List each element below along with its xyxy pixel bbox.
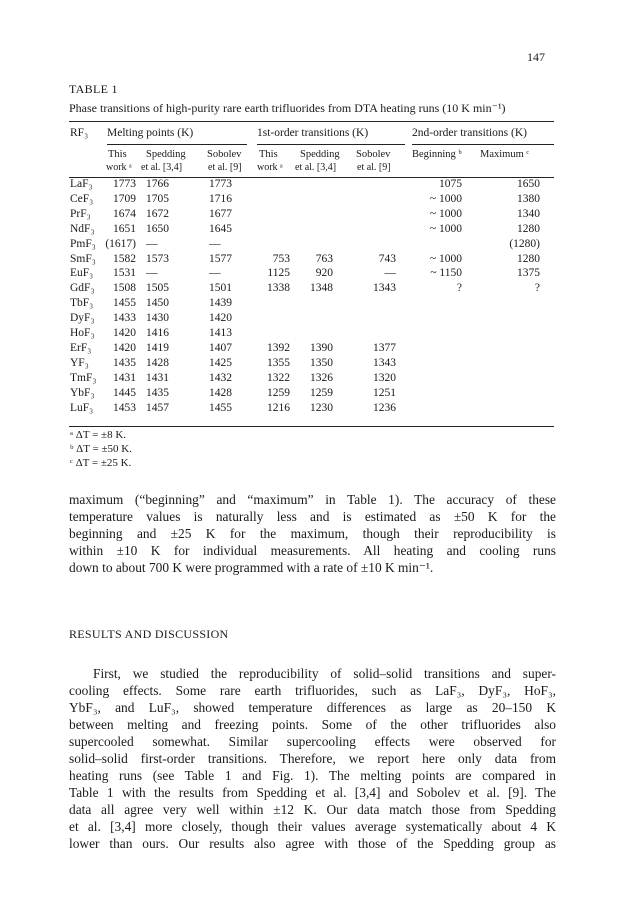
header-spedding-melting: Spedding <box>146 149 186 160</box>
cell-melting-sobolev: 1413 <box>209 327 232 339</box>
header-beginning: Beginning ᵇ <box>412 149 462 160</box>
cell-transition-sobolev: 1343 <box>373 282 396 295</box>
table-row <box>0 253 627 267</box>
cell-melting-sobolev: — <box>209 267 221 280</box>
cell-transition-this-work: 753 <box>272 252 290 265</box>
table-row <box>0 387 627 401</box>
cell-maximum: ? <box>534 282 540 295</box>
cell-beginning: ~ 1000 <box>429 222 462 235</box>
cell-melting-spedding: 1705 <box>146 192 169 205</box>
cell-rf3: CeF₃ <box>70 192 94 205</box>
paragraph-line: heating runs (see Table 1 and Fig. 1). The melting points are compared in <box>69 768 556 783</box>
cell-transition-spedding: 1230 <box>310 401 333 414</box>
paragraph-line: solid–solid first-order transitions. Therefore, we report here only data from <box>69 751 556 766</box>
cell-transition-this-work: 1322 <box>267 371 290 384</box>
paragraph-results <box>69 665 556 852</box>
cell-beginning: ~ 1000 <box>429 207 462 220</box>
header-spedding-transition-line2: et al. [3,4] <box>295 162 337 173</box>
cell-melting-spedding: 1650 <box>146 222 169 235</box>
header-this-work-transition: This <box>259 149 278 160</box>
table-row <box>0 267 627 281</box>
cell-rf3: PrF₃ <box>70 207 91 220</box>
cell-transition-spedding: 1350 <box>310 356 333 369</box>
cell-rf3: TmF₃ <box>70 371 97 384</box>
cell-transition-sobolev: 743 <box>378 252 396 265</box>
cell-transition-spedding: 763 <box>315 252 333 265</box>
cell-maximum: 1280 <box>517 252 540 265</box>
table-row <box>0 402 627 416</box>
cell-melting-this-work: 1445 <box>113 386 136 399</box>
paragraph-line: beginning and ±25 K for the maximum, though their reproducibility is <box>69 526 556 541</box>
header-sobolev-melting: Sobolev <box>207 149 242 160</box>
paragraph-line: et al. [3,4] more closely, though their values average systematically about 4 K <box>69 819 556 834</box>
footnote-c: ᶜ ΔT = ±25 K. <box>70 457 132 469</box>
cell-beginning: ~ 1150 <box>430 267 462 280</box>
header-melting-points: Melting points (K) <box>107 127 194 139</box>
cell-transition-spedding: 1259 <box>310 386 333 399</box>
cell-rf3: LaF₃ <box>70 178 93 190</box>
cell-maximum: 1650 <box>517 178 540 190</box>
cell-maximum: 1380 <box>517 192 540 205</box>
cell-melting-spedding: 1419 <box>146 341 169 354</box>
cell-melting-this-work: 1431 <box>113 371 136 384</box>
cell-beginning: ~ 1000 <box>429 192 462 205</box>
cell-melting-spedding: 1431 <box>146 371 169 384</box>
cell-rf3: DyF₃ <box>70 312 95 325</box>
cell-maximum: (1280) <box>509 237 540 250</box>
cell-melting-spedding: 1430 <box>146 312 169 325</box>
cell-beginning: ? <box>456 282 462 295</box>
cell-transition-sobolev: 1251 <box>373 386 396 399</box>
cell-rf3: GdF₃ <box>70 282 95 295</box>
cell-transition-this-work: 1216 <box>267 401 290 414</box>
cell-melting-this-work: 1508 <box>113 282 136 295</box>
table-row <box>0 312 627 326</box>
cell-transition-spedding: 1326 <box>310 371 333 384</box>
cell-melting-this-work: 1455 <box>113 297 136 310</box>
cell-rf3: LuF₃ <box>70 401 94 414</box>
cell-melting-sobolev: 1425 <box>209 356 232 369</box>
cell-beginning: 1075 <box>439 178 462 190</box>
paragraph-line: lower than ours. Our results also agree with those of the Spedding group as <box>69 836 556 851</box>
section-heading: RESULTS AND DISCUSSION <box>69 627 229 641</box>
paragraph-accuracy <box>69 491 556 576</box>
table-label: TABLE 1 <box>69 82 118 96</box>
cell-rf3: HoF₃ <box>70 327 95 339</box>
header-sobolev-transition: Sobolev <box>356 149 391 160</box>
table-row <box>0 223 627 237</box>
cell-melting-sobolev: 1432 <box>209 371 232 384</box>
cell-rf3: YF₃ <box>70 356 89 369</box>
cell-melting-sobolev: 1420 <box>209 312 232 325</box>
cell-melting-spedding: 1505 <box>146 282 169 295</box>
cell-melting-this-work: 1435 <box>113 356 136 369</box>
cell-rf3: PmF₃ <box>70 237 96 250</box>
table-row <box>0 208 627 222</box>
header-second-order: 2nd-order transitions (K) <box>412 127 527 139</box>
paragraph-line: within ±10 K for individual measurements. All heating and cooling runs <box>69 543 556 558</box>
header-sobolev-transition-line2: et al. [9] <box>357 162 391 173</box>
cell-melting-spedding: 1416 <box>146 327 169 339</box>
cell-melting-sobolev: 1773 <box>209 178 232 190</box>
cell-rf3: SmF₃ <box>70 252 96 265</box>
cell-melting-spedding: 1428 <box>146 356 169 369</box>
cell-melting-spedding: 1435 <box>146 386 169 399</box>
cell-melting-this-work: 1433 <box>113 312 136 325</box>
cell-transition-this-work: 1125 <box>267 267 290 280</box>
header-this-work-melting: This <box>108 149 127 160</box>
table-row <box>0 297 627 311</box>
footnote-b: ᵇ ΔT = ±50 K. <box>70 443 132 455</box>
cell-melting-this-work: 1582 <box>113 252 136 265</box>
cell-melting-sobolev: 1677 <box>209 207 232 220</box>
table-row <box>0 193 627 207</box>
cell-melting-sobolev: 1455 <box>209 401 232 414</box>
table-row <box>0 178 627 192</box>
paragraph-line: between melting and freezing points. Some of the other trifluorides also <box>69 717 556 732</box>
cell-melting-this-work: (1617) <box>105 237 136 250</box>
cell-melting-spedding: 1457 <box>146 401 169 414</box>
cell-transition-sobolev: 1320 <box>373 371 396 384</box>
header-first-order: 1st-order transitions (K) <box>257 127 369 139</box>
cell-transition-sobolev: 1343 <box>373 356 396 369</box>
cell-melting-sobolev: 1577 <box>209 252 232 265</box>
table-row <box>0 238 627 252</box>
cell-melting-sobolev: 1645 <box>209 222 232 235</box>
cell-rf3: TbF₃ <box>70 297 94 310</box>
cell-transition-spedding: 920 <box>315 267 333 280</box>
cell-rf3: ErF₃ <box>70 341 92 354</box>
table-row <box>0 372 627 386</box>
header-rf3: RF₃ <box>70 127 89 139</box>
table-top-rule <box>69 121 554 122</box>
cell-melting-sobolev: 1428 <box>209 386 232 399</box>
cell-melting-this-work: 1674 <box>113 207 136 220</box>
table-row <box>0 282 627 296</box>
cell-melting-spedding: — <box>146 237 158 250</box>
paragraph-line: Table 1 with the results from Spedding et al. [3,4] and Sobolev et al. [9]. The <box>69 785 556 800</box>
paragraph-line: cooling effects. Some rare earth trifluorides, such as LaF₃, DyF₃, HoF₃, <box>69 683 556 698</box>
cell-melting-sobolev: — <box>209 237 221 250</box>
page-number: 147 <box>527 50 545 64</box>
header-spedding-melting-line2: et al. [3,4] <box>141 162 183 173</box>
cell-beginning: ~ 1000 <box>429 252 462 265</box>
paragraph-line: First, we studied the reproducibility of solid–solid transitions and super- <box>93 666 556 681</box>
cell-transition-sobolev: — <box>384 267 396 280</box>
paragraph-line: down to about 700 K were programmed with a rate of ±10 K min⁻¹. <box>69 560 434 575</box>
cell-melting-spedding: 1573 <box>146 252 169 265</box>
cell-melting-this-work: 1709 <box>113 192 136 205</box>
cell-transition-this-work: 1392 <box>267 341 290 354</box>
cell-maximum: 1375 <box>517 267 540 280</box>
second-order-group-rule <box>412 144 554 145</box>
cell-melting-spedding: 1450 <box>146 297 169 310</box>
cell-melting-spedding: 1766 <box>146 178 169 190</box>
table-caption: Phase transitions of high-purity rare earth trifluorides from DTA heating runs (10 K min⁻¹) <box>69 101 506 115</box>
paragraph-line: temperature values is naturally less and is estimated as ±50 K for the <box>69 509 556 524</box>
cell-melting-this-work: 1531 <box>113 267 136 280</box>
cell-rf3: YbF₃ <box>70 386 95 399</box>
cell-melting-this-work: 1773 <box>113 178 136 190</box>
cell-transition-spedding: 1390 <box>310 341 333 354</box>
cell-melting-sobolev: 1716 <box>209 192 232 205</box>
header-sobolev-melting-line2: et al. [9] <box>208 162 242 173</box>
cell-transition-sobolev: 1377 <box>373 341 396 354</box>
cell-rf3: NdF₃ <box>70 222 95 235</box>
paragraph-line: maximum (“beginning” and “maximum” in Table 1). The accuracy of these <box>69 492 556 507</box>
footnote-a: ᵃ ΔT = ±8 K. <box>70 429 127 441</box>
cell-transition-this-work: 1259 <box>267 386 290 399</box>
cell-melting-this-work: 1453 <box>113 401 136 414</box>
cell-melting-spedding: — <box>146 267 158 280</box>
cell-melting-sobolev: 1407 <box>209 341 232 354</box>
cell-maximum: 1280 <box>517 222 540 235</box>
table-row <box>0 357 627 371</box>
header-this-work-transition-line2: work ᵃ <box>257 162 283 173</box>
melting-group-rule <box>107 144 247 145</box>
header-this-work-melting-line2: work ᵃ <box>106 162 132 173</box>
cell-rf3: EuF₃ <box>70 267 94 280</box>
paragraph-line: YbF₃, and LuF₃, showed temperature differences as large as 20–150 K <box>69 700 556 715</box>
paragraph-line: supercooled somewhat. Similar supercooling effects were observed for <box>69 734 556 749</box>
cell-melting-sobolev: 1439 <box>209 297 232 310</box>
paragraph-line: data all agree very well within ±12 K. Our data match those from Spedding <box>69 802 556 817</box>
cell-transition-this-work: 1355 <box>267 356 290 369</box>
table-bottom-rule <box>69 426 554 427</box>
cell-transition-this-work: 1338 <box>267 282 290 295</box>
cell-transition-spedding: 1348 <box>310 282 333 295</box>
cell-melting-this-work: 1420 <box>113 327 136 339</box>
first-order-group-rule <box>257 144 405 145</box>
table-row <box>0 327 627 341</box>
cell-maximum: 1340 <box>517 207 540 220</box>
cell-melting-spedding: 1672 <box>146 207 169 220</box>
header-spedding-transition: Spedding <box>300 149 340 160</box>
table-row <box>0 342 627 356</box>
header-maximum: Maximum ᶜ <box>480 149 530 160</box>
cell-melting-this-work: 1420 <box>113 341 136 354</box>
cell-melting-sobolev: 1501 <box>209 282 232 295</box>
cell-melting-this-work: 1651 <box>113 222 136 235</box>
cell-transition-sobolev: 1236 <box>373 401 396 414</box>
